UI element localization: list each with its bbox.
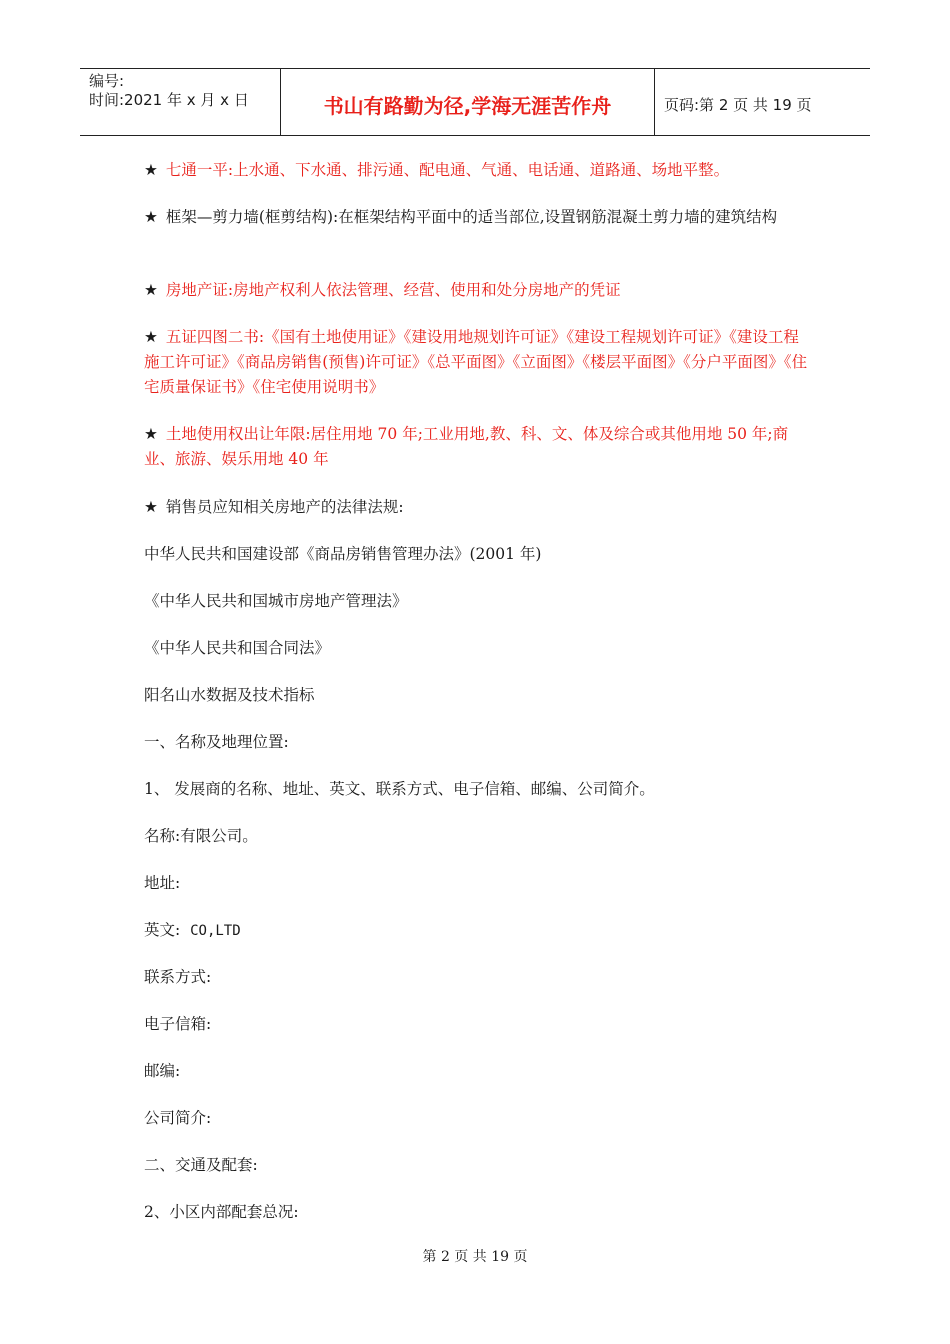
law-line-2: 《中华人民共和国城市房地产管理法》 <box>144 592 408 610</box>
paragraph-five-certificates: ★ 五证四图二书:《国有土地使用证》《建设用地规划许可证》《建设工程规划许可证》《建设工程施工许可证》《商品房销售(预售)许可证》《总平面图》《立面图》《楼层平面图》《分户平面图》《住宅质量保证书》《住宅使用说明书》 <box>144 328 808 396</box>
page-footer: 第 2 页 共 19 页 <box>422 1249 528 1265</box>
header-page-info: 页码:第 2 页 共 19 页 <box>664 95 812 114</box>
star-icon: ★ <box>144 425 158 443</box>
section-title: 阳名山水数据及技术指标 <box>144 686 315 704</box>
law-line-1: 中华人民共和国建设部《商品房销售管理办法》(2001 年) <box>144 545 542 563</box>
field-english: 英文: CO,LTD <box>144 921 241 939</box>
field-address: 地址: <box>144 874 181 892</box>
star-icon: ★ <box>144 208 158 226</box>
english-value: CO,LTD <box>190 923 241 939</box>
paragraph-land-use-term: ★ 土地使用权出让年限:居住用地 70 年;工业用地,教、科、文、体及综合或其他用地 50 年;商业、旅游、娱乐用地 40 年 <box>144 425 789 468</box>
star-icon: ★ <box>144 161 158 179</box>
header-meta <box>80 69 281 135</box>
paragraph-frame-shear-wall: ★ 框架—剪力墙(框剪结构):在框架结构平面中的适当部位,设置钢筋混凝土剪力墙的建筑结构 <box>144 208 778 226</box>
item-facilities: 2、小区内部配套总况: <box>144 1203 299 1221</box>
header-motto: 书山有路勤为径,学海无涯苦作舟 <box>281 69 655 135</box>
paragraph-seven-connections: ★ 七通一平:上水通、下水通、排污通、配电通、气通、电话通、道路通、场地平整。 <box>144 161 730 179</box>
field-email: 电子信箱: <box>144 1015 212 1033</box>
page-header <box>80 68 870 136</box>
law-line-3: 《中华人民共和国合同法》 <box>144 639 331 657</box>
heading-transport: 二、交通及配套: <box>144 1156 258 1174</box>
star-icon: ★ <box>144 328 158 346</box>
time-label: 时间:2021 年 x 月 x 日 <box>89 91 249 109</box>
number-label: 编号: <box>89 72 125 90</box>
heading-name-location: 一、名称及地理位置: <box>144 733 289 751</box>
item-developer: 1、 发展商的名称、地址、英文、联系方式、电子信箱、邮编、公司简介。 <box>144 780 655 798</box>
paragraph-property-certificate: ★ 房地产证:房地产权利人依法管理、经营、使用和处分房地产的凭证 <box>144 281 621 299</box>
paragraph-laws-intro: ★ 销售员应知相关房地产的法律法规: <box>144 498 404 516</box>
field-name: 名称:有限公司。 <box>144 827 258 845</box>
star-icon: ★ <box>144 498 158 516</box>
star-icon: ★ <box>144 281 158 299</box>
field-postcode: 邮编: <box>144 1062 181 1080</box>
field-contact: 联系方式: <box>144 968 212 986</box>
field-company-intro: 公司简介: <box>144 1109 212 1127</box>
